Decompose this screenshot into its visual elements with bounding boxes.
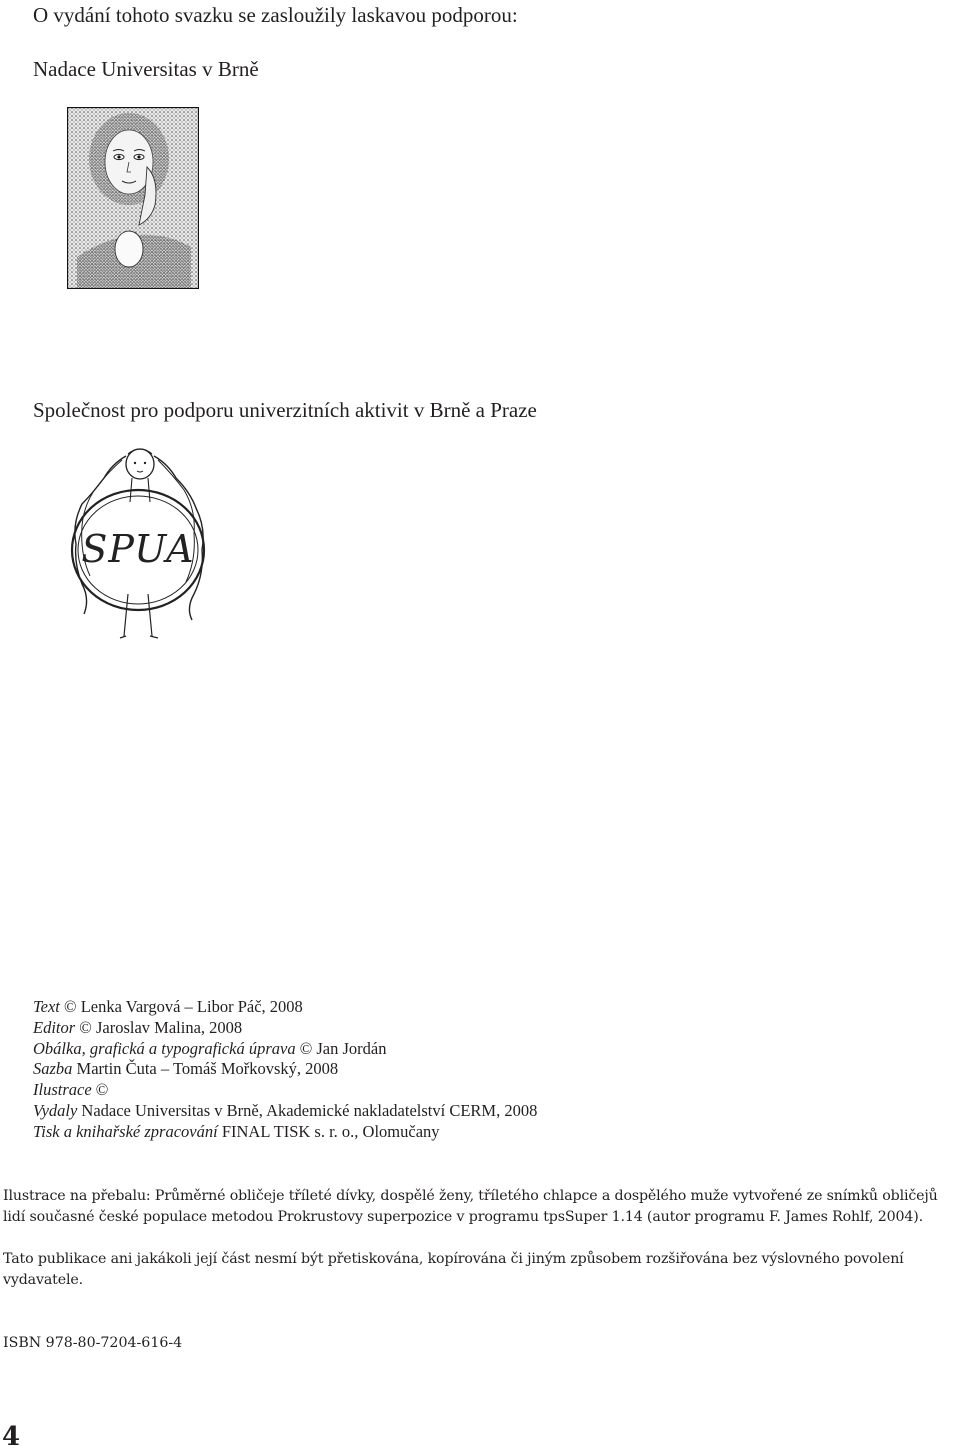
spua-logo-lettering: SPUA <box>81 527 195 571</box>
credit-role: Obálka, grafická a typografická úprava <box>33 1038 296 1058</box>
credit-line <box>33 1059 537 1080</box>
spua-society-name: Společnost pro podporu univerzitních aktivit v Brně a Praze <box>33 398 537 422</box>
page-number: 4 <box>2 1422 21 1452</box>
credit-line <box>33 1122 537 1143</box>
credit-line <box>33 1101 537 1122</box>
credit-value: Martin Čuta – Tomáš Mořkovský, 2008 <box>76 1059 339 1079</box>
credit-line: Obálka, grafická a typografická úprava © Jan Jordán <box>33 1038 387 1058</box>
credit-role: Ilustrace <box>33 1080 92 1100</box>
spua-logo <box>62 444 212 648</box>
credit-value: Jaroslav Malina, 2008 <box>95 1017 243 1037</box>
support-heading: O vydání tohoto svazku se zasloužily laskavou podporou: <box>33 3 518 27</box>
credit-role: Text <box>33 997 60 1016</box>
isbn: ISBN 978-80-7204-616-4 <box>3 1335 183 1351</box>
cover-illustration-note: Ilustrace na přebalu: Průměrné obličeje tříleté dívky, dospělé ženy, tříletého chlapce a dospělého muže vytvořené ze snímků obličejů lidí současné české populace metodou Prokrustovy superpozice v programu tpsSuper 1.14 (autor programu F. James Rohlf, 2004). <box>3 1188 938 1225</box>
credit-value: Lenka Vargová – Libor Páč, 2008 <box>80 997 303 1016</box>
credit-role: Editor <box>33 1017 76 1037</box>
credit-role: Vydaly <box>33 1100 78 1120</box>
credit-role: Tisk a knihařské zpracování <box>33 1121 218 1141</box>
credit-value: Nadace Universitas v Brně, Akademické nakladatelství CERM, 2008 <box>81 1100 538 1120</box>
credit-line: Text © Lenka Vargová – Libor Páč, 2008 <box>33 997 303 1016</box>
supporting-organization: Nadace Universitas v Brně <box>33 57 259 81</box>
credit-value: Jan Jordán <box>316 1038 387 1058</box>
woman-with-egg-illustration <box>67 107 199 289</box>
credit-line: Editor © Jaroslav Malina, 2008 <box>33 1017 243 1037</box>
credit-role: Sazba <box>33 1059 73 1079</box>
credit-line: Ilustrace © <box>33 1080 109 1100</box>
credit-value: FINAL TISK s. r. o., Olomučany <box>221 1121 440 1141</box>
credits-block <box>33 997 537 1143</box>
copyright-note: Tato publikace ani jakákoli její část nesmí být přetiskována, kopírována či jiným způsobem rozšiřována bez výslovného povolení vydavatele. <box>3 1251 904 1288</box>
